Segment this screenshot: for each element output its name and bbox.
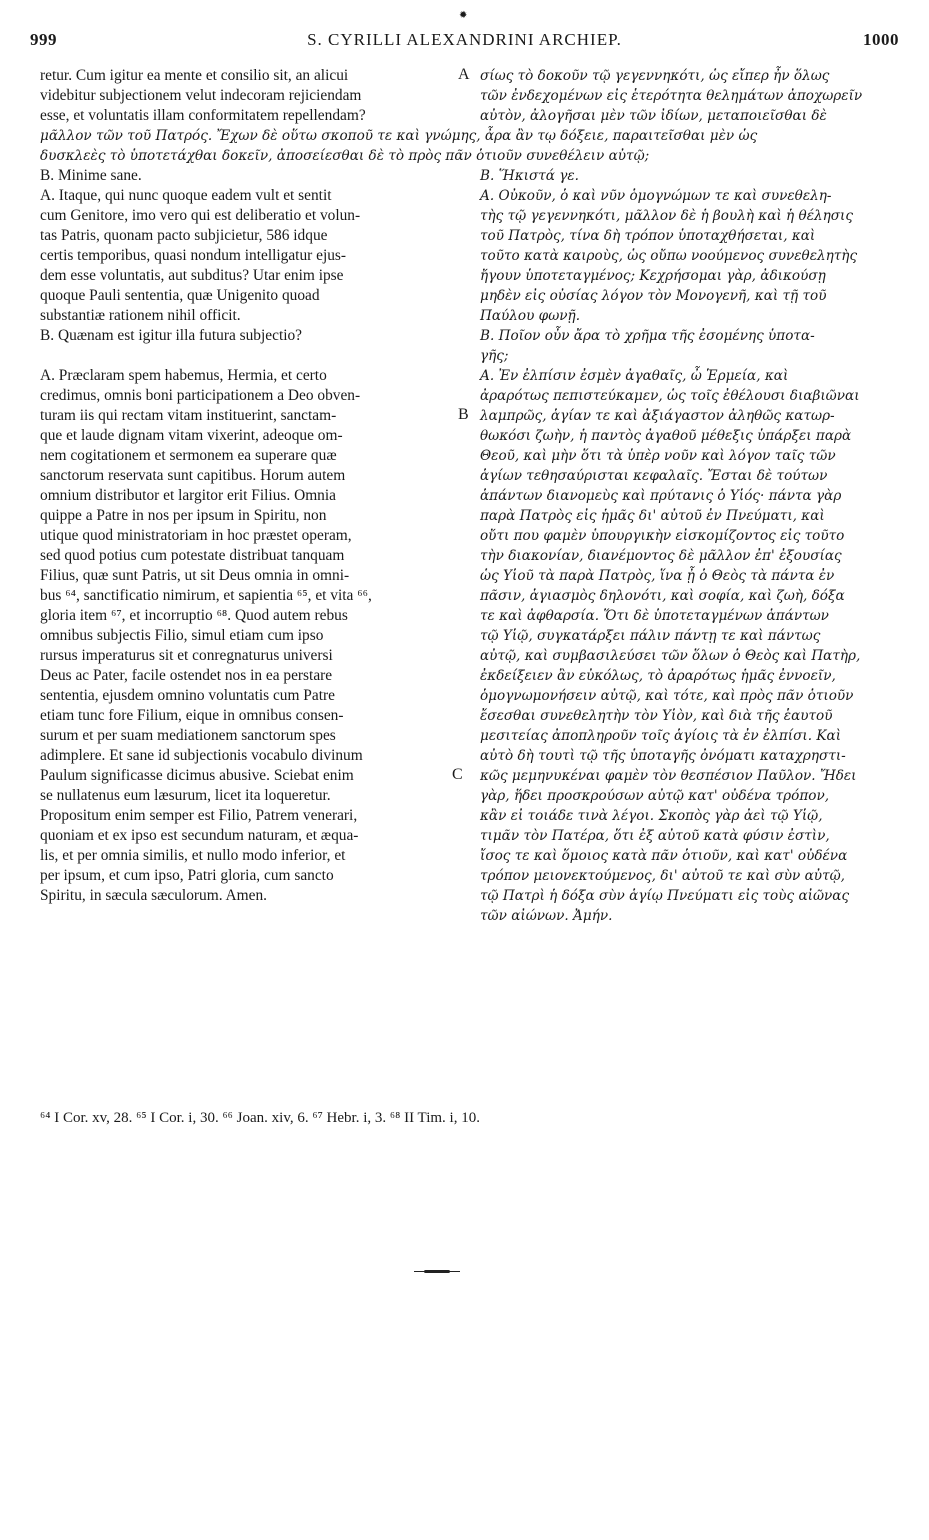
greek-line-6: Α. Οὐκοῦν, ὁ καὶ νῦν ὁμογνώμων τε καὶ συνεθελη- xyxy=(480,188,832,204)
latin-line-16: credimus, omnis boni participationem a Deo obven- xyxy=(40,387,361,404)
latin-line-17: turam iis qui rectam vitam instituerint, sanctam- xyxy=(40,407,337,424)
full-line-0: μᾶλλον τῶν τοῦ Πατρός. Ἔχων δὲ οὕτω σκοποῦ τε καὶ γνώμης, ἆρα ἂν τῳ δόξειε, παραιτεῖσθαι μὲν ὡς xyxy=(40,128,758,144)
latin-line-11: quoque Pauli sententia, quæ Unigenito quoad xyxy=(40,287,320,304)
greek-line-24: τὴν διακονίαν, διανέμοντος δὲ μᾶλλον ἐπ' ἐξουσίας xyxy=(480,548,842,564)
top-ornament-icon: ✹ xyxy=(459,10,468,21)
greek-line-23: οὔτι που φαμὲν ὑπουργικὴν εἰσκομίζοντος εἰς τοῦτο xyxy=(480,528,845,544)
greek-line-29: αὐτῷ, καὶ συμβασιλεύσει τῶν ὅλων ὁ Θεὸς καὶ Πατὴρ, xyxy=(480,648,861,664)
latin-line-41: Spiritu, in sæcula sæculorum. Amen. xyxy=(40,887,268,904)
latin-line-7: cum Genitore, imo vero qui est deliberatio et volun- xyxy=(40,207,361,224)
greek-line-18: θωκόσι ζωὴν, ἡ παντὸς ἀγαθοῦ μέθεξις ὑπάρξει παρὰ xyxy=(480,428,852,444)
greek-line-26: πᾶσιν, ἁγιασμὸς δηλονότι, καὶ σοφία, καὶ ζωὴ, δόξα xyxy=(480,588,845,604)
greek-line-5: Β. Ἥκιστά γε. xyxy=(480,168,579,184)
greek-line-12: Παύλου φωνῇ. xyxy=(480,308,581,324)
latin-line-26: bus ⁶⁴, sanctificatio nimirum, et sapientia ⁶⁵, et vita ⁶⁶, xyxy=(40,587,372,604)
latin-line-35: Paulum significasse dicimus abusive. Sciebat enim xyxy=(40,767,354,784)
margin-marker-a: A xyxy=(458,66,470,83)
greek-line-15: Α. Ἐν ἐλπίσιν ἐσμὲν ἀγαθαῖς, ὦ Ἑρμεία, καὶ xyxy=(480,368,789,384)
latin-line-33: surum et per suam mediationem sanctorum spes xyxy=(40,727,336,744)
greek-line-20: ἁγίων τεθησαύρισται κεφαλαῖς. Ἔσται δὲ τούτων xyxy=(480,468,828,484)
latin-line-39: lis, et per omnia similis, et nullo modo inferior, et xyxy=(40,847,346,864)
greek-line-19: Θεοῦ, καὶ μὴν ὅτι τὰ ὑπὲρ νοῦν καὶ λόγον ταῖς τῶν xyxy=(480,448,836,464)
greek-line-14: γῆς; xyxy=(480,348,509,364)
page-number-right: 1000 xyxy=(863,30,899,49)
latin-line-27: gloria item ⁶⁷, et incorruptio ⁶⁸. Quod autem rebus xyxy=(40,607,348,624)
latin-line-21: omnium distributor et largitor erit Filius. Omnia xyxy=(40,487,336,504)
margin-marker-c: C xyxy=(452,766,463,783)
greek-line-11: μηδὲν εἰς οὐσίας λόγον τὸν Μονογενῆ, καὶ τῇ τοῦ xyxy=(480,288,827,304)
latin-line-23: utique quod ministratoriam in hoc præstet operam, xyxy=(40,527,352,544)
latin-line-18: que et laude dignam vitam vixerint, adeoque om- xyxy=(40,427,343,444)
latin-line-15: A. Præclaram spem habemus, Hermia, et certo xyxy=(40,367,327,384)
latin-line-25: Filius, quæ sunt Patris, ut sit Deus omnia in omni- xyxy=(40,567,350,584)
latin-line-13: B. Quænam est igitur illa futura subjectio? xyxy=(40,327,303,344)
greek-line-7: τὴς τῷ γεγεννηκότι, μᾶλλον δὲ ἡ βουλὴ καὶ ἡ θέλησις xyxy=(480,208,853,224)
margin-marker-b: B xyxy=(458,406,469,423)
latin-line-1: videbitur subjectionem velut indecoram rejiciendam xyxy=(40,87,362,104)
greek-line-21: ἁπάντων διανομεὺς καὶ πρύτανις ὁ Υἱός· πάντα γὰρ xyxy=(480,488,842,504)
end-ornament-icon xyxy=(414,1270,460,1274)
greek-line-40: τρόπον μειονεκτούμενος, δι' αὐτοῦ τε καὶ σὺν αὐτῷ, xyxy=(480,868,846,884)
latin-line-6: A. Itaque, qui nunc quoque eadem vult et sentit xyxy=(40,187,332,204)
latin-line-29: rursus imperaturus sit et conregnaturus universi xyxy=(40,647,333,664)
greek-line-41: τῷ Πατρὶ ἡ δόξα σὺν ἁγίῳ Πνεύματι εἰς τοὺς αἰῶνας xyxy=(480,888,850,904)
latin-line-10: dem esse voluntatis, aut subditus? Utar enim ipse xyxy=(40,267,344,284)
full-line-1: δυσκλεὲς τὸ ὑποτετάχθαι δοκεῖν, ἀποσείεσθαι δὲ τὸ πρὸς πᾶν ὁτιοῦν συνεθέλειν αὐτῷ; xyxy=(40,148,650,164)
latin-line-36: se nullatenus eum læsurum, licet ita loqueretur. xyxy=(40,787,331,804)
greek-line-1: τῶν ἐνδεχομένων εἰς ἑτερότητα θελημάτων ἀποχωρεῖν xyxy=(480,88,863,104)
greek-line-9: τοῦτο κατὰ καιροὺς, ὡς οὔπω νοούμενος συνεθελητὴς xyxy=(480,248,858,264)
latin-line-30: Deus ac Pater, facile ostendet nos in ea perstare xyxy=(40,667,333,684)
latin-line-40: per ipsum, et cum ipso, Patri gloria, cum sancto xyxy=(40,867,334,884)
latin-line-12: substantiæ rationem nihil officit. xyxy=(40,307,241,324)
greek-line-36: γὰρ, ἥδει προσκρούσων αὐτῷ κατ' οὐδένα τρόπον, xyxy=(480,788,830,804)
page-number-left: 999 xyxy=(30,30,57,49)
greek-line-22: παρὰ Πατρὸς εἰς ἡμᾶς δι' αὐτοῦ ἐν Πνεύματι, καὶ xyxy=(480,508,825,524)
greek-line-30: ἐκδείξειεν ἂν εὐκόλως, τὸ ἀραρότως ἡμᾶς ἐννοεῖν, xyxy=(480,668,836,684)
greek-line-28: τῷ Υἱῷ, συγκατάρξει πάλιν πάντῃ τε καὶ πάντως xyxy=(480,628,821,644)
latin-line-28: omnibus subjectis Filio, simul etiam cum ipso xyxy=(40,627,324,644)
latin-line-34: adimplere. Et sane id subjectionis vocabulo divinum xyxy=(40,747,363,764)
greek-line-27: τε καὶ ἀφθαρσία. Ὅτι δὲ ὑποτεταγμένων ἁπάντων xyxy=(480,608,829,624)
greek-line-35: κῶς μεμηνυκέναι φαμὲν τὸν θεσπέσιον Παῦλον. Ἤδει xyxy=(480,768,857,784)
latin-line-37: Propositum enim semper est Filio, Patrem venerari, xyxy=(40,807,358,824)
greek-line-32: ἔσεσθαι συνεθελητὴν τὸν Υἱὸν, καὶ διὰ τῆς ἑαυτοῦ xyxy=(480,708,833,724)
latin-line-5: B. Minime sane. xyxy=(40,167,142,184)
greek-line-31: ὁμογνωμονήσειν αὐτῷ, καὶ τότε, καὶ πρὸς πᾶν ὁτιοῦν xyxy=(480,688,854,704)
latin-line-32: etiam tunc fore Filium, eique in omnibus consen- xyxy=(40,707,344,724)
latin-line-19: nem cogitationem et sermonem ea superare quæ xyxy=(40,447,337,464)
latin-line-0: retur. Cum igitur ea mente et consilio sit, an alicui xyxy=(40,67,349,84)
latin-line-24: sed quod potius cum potestate distribuat tanquam xyxy=(40,547,345,564)
greek-line-39: ἴσος τε καὶ ὅμοιος κατὰ πᾶν ὁτιοῦν, καὶ κατ' οὐδένα xyxy=(480,848,848,864)
greek-line-10: ἤγουν ὑποτεταγμένος; Κεχρήσομαι γὰρ, ἀδικούσῃ xyxy=(480,268,826,284)
greek-line-8: τοῦ Πατρὸς, τίνα δὴ τρόπον ὑποταχθήσεται, καὶ xyxy=(480,228,816,244)
latin-line-2: esse, et voluntatis illam conformitatem repellendam? xyxy=(40,107,366,124)
greek-line-34: αὐτὸ δὴ τουτὶ τῷ τῆς ὑποταγῆς ὀνόματι καταχρηστι- xyxy=(480,748,846,764)
latin-line-9: certis temporibus, quasi nondum intelligatur ejus- xyxy=(40,247,347,264)
greek-line-42: τῶν αἰώνων. Ἀμήν. xyxy=(480,908,613,924)
greek-line-0: σίως τὸ δοκοῦν τῷ γεγεννηκότι, ὡς εἴπερ ἦν ὅλως xyxy=(480,68,830,84)
greek-line-17: λαμπρῶς, ἁγίαν τε καὶ ἀξιάγαστον ἀληθῶς κατωρ- xyxy=(480,408,835,424)
latin-line-20: sanctorum reservata sunt capitibus. Horum autem xyxy=(40,467,346,484)
greek-line-38: τιμᾶν τὸν Πατέρα, ὅτι ἐξ αὐτοῦ κατὰ φύσιν ἐστὶν, xyxy=(480,828,830,844)
greek-line-2: αὐτὸν, ἀλογῆσαι μὲν τῶν ἰδίων, μεταποιεῖσθαι δὲ xyxy=(480,108,827,124)
greek-line-37: κἂν εἰ τοιάδε τινὰ λέγοι. Σκοπὸς γὰρ ἀεὶ τῷ Υἱῷ, xyxy=(480,808,823,824)
latin-line-22: quippe a Patre in nos per ipsum in Spiritu, non xyxy=(40,507,327,524)
greek-line-33: μεσιτείας ἀποπληροῦν τοῖς ἁγίοις τὰ ἐν ἐλπίσι. Καὶ xyxy=(480,728,842,744)
footnotes: ⁶⁴ I Cor. xv, 28. ⁶⁵ I Cor. i, 30. ⁶⁶ Joan. xiv, 6. ⁶⁷ Hebr. i, 3. ⁶⁸ II Tim. i, 10. xyxy=(40,1110,480,1126)
latin-line-8: tas Patris, quonam pacto subjicietur, 586 idque xyxy=(40,227,328,244)
greek-line-16: ἀραρότως πεπιστεύκαμεν, ὡς τοῖς ἐθέλουσι διαβιῶναι xyxy=(480,388,860,404)
greek-line-25: ὡς Υἱοῦ τὰ παρὰ Πατρὸς, ἵνα ᾖ ὁ Θεὸς τὰ πάντα ἐν xyxy=(480,568,835,584)
latin-line-38: quoniam et ex ipso est secundum naturam, et æqua- xyxy=(40,827,359,844)
greek-line-13: Β. Ποῖον οὖν ἄρα τὸ χρῆμα τῆς ἐσομένης ὑποτα- xyxy=(480,328,815,344)
latin-line-31: sententia, ejusdem omnino voluntatis cum Patre xyxy=(40,687,335,704)
running-title: S. CYRILLI ALEXANDRINI ARCHIEP. xyxy=(307,30,622,49)
